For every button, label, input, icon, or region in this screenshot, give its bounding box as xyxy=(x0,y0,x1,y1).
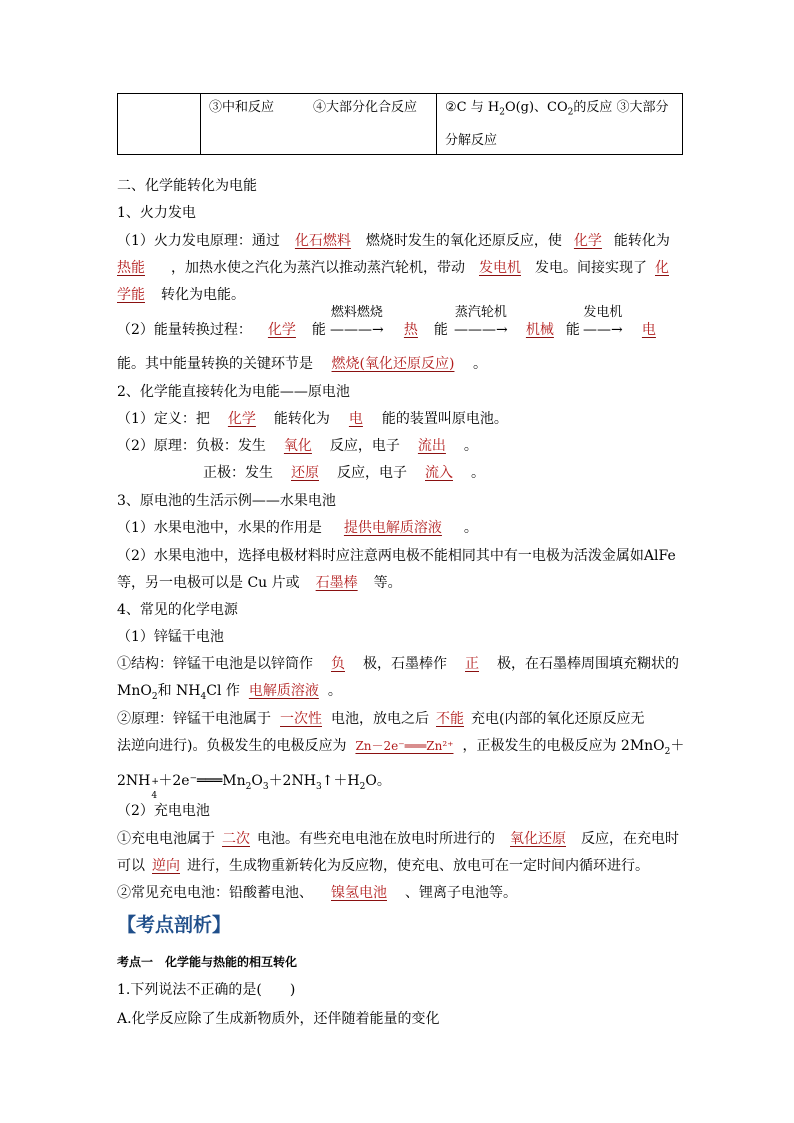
answer-blank: 化石燃料 xyxy=(294,233,351,249)
answer-blank: 化 xyxy=(655,260,669,276)
para-principle-line1: ②原理：锌锰干电池属于 一次性 电池，放电之后 不能 充电(内部的氧化还原反应无 xyxy=(117,711,645,727)
subsection-galvanic-cell: 2、化学能直接转化为电能——原电池 xyxy=(117,384,350,400)
para-rechargeable-line1: ①充电电池属于 二次 电池。有些充电电池在放电时所进行的 氧化还原 反应，在充电时 xyxy=(117,831,679,847)
para-fruit-electrodes-line1: （2）水果电池中，选择电极材料时应注意两电极不能相同其中有一电极为活泼金属如AlFe xyxy=(117,548,676,564)
table-cell-exothermic: ③中和反应 ④大部分化合反应 xyxy=(201,94,437,155)
answer-blank: 化学 xyxy=(267,322,296,338)
table-row xyxy=(118,94,683,155)
topic-one-title: 考点一 化学能与热能的相互转化 xyxy=(117,955,298,969)
para-definition: （1）定义：把 化学 能转化为 电 能的装置叫原电池。 xyxy=(117,411,508,427)
answer-blank: 镍氢电池 xyxy=(331,885,387,901)
answer-blank: 电 xyxy=(641,322,656,338)
para-principle-positive: 正极：发生 还原 反应，电子 流入 。 xyxy=(203,465,485,481)
answer-blank: 化学 xyxy=(573,233,602,249)
para-fruit-role: （1）水果电池中，水果的作用是 提供电解质溶液 。 xyxy=(117,520,478,536)
answer-blank: 流出 xyxy=(417,438,446,454)
subsection-zinc-manganese: （1）锌锰干电池 xyxy=(117,629,224,645)
answer-blank: 学能 xyxy=(117,287,145,303)
answer-blank: 提供电解质溶液 xyxy=(343,520,442,536)
para-fruit-electrodes-line2: 等，另一电极可以是 Cu 片或 石墨棒 等。 xyxy=(117,575,402,591)
answer-blank: 正 xyxy=(465,656,479,672)
arrow-combustion: 燃料燃烧 ———→ xyxy=(330,305,384,338)
para-energy-key-step: 能。其中能量转换的关键环节是 燃烧(氧化还原反应) 。 xyxy=(117,356,487,372)
para-thermal-principle-line2: 热能 ，加热水使之汽化为蒸汽以推动蒸汽轮机，带动 发电机 发电。间接实现了 化 xyxy=(117,259,677,277)
answer-blank: 氧化 xyxy=(283,438,312,454)
answer-blank: 热能 xyxy=(117,260,145,276)
answer-blank: 燃烧(氧化还原反应) xyxy=(331,356,455,372)
answer-blank: 电解质溶液 xyxy=(248,683,319,699)
subsection-rechargeable: （2）充电电池 xyxy=(117,803,210,819)
reaction-type-table xyxy=(117,93,683,155)
analysis-heading: 【考点剖析】 xyxy=(117,914,232,936)
table-cell-empty xyxy=(118,94,201,155)
subsection-fruit-battery: 3、原电池的生活示例——水果电池 xyxy=(117,493,336,509)
answer-blank: 还原 xyxy=(291,465,319,481)
para-energy-conversion: （2）能量转换过程： 化学 能 燃料燃烧 ———→ 热 能 蒸汽轮机 ———→ 机械 能 发电机 ——→ 电 xyxy=(117,321,672,339)
answer-blank: 机械 xyxy=(525,322,554,338)
answer-blank: 石墨棒 xyxy=(315,575,358,591)
para-principle-line2: 法逆向进行)。负极发生的电极反应为 Zn－2e⁻═══Zn²⁺ ，正极发生的电极反应为 2MnO$_2$＋ xyxy=(117,738,685,757)
answer-blank: 化学 xyxy=(227,411,256,427)
para-principle-line3: 2NH + 4 $+2e^-═══Mn_2O_3+2NH_3↑+H_2O$。 xyxy=(117,773,391,801)
section-title: 二、化学能转化为电能 xyxy=(117,178,257,194)
answer-blank: 负 xyxy=(331,656,345,672)
answer-blank: Zn－2e⁻═══Zn²⁺ xyxy=(355,739,454,753)
answer-blank: 不能 xyxy=(436,711,464,727)
para-principle-negative: （2）原理：负极：发生 氧化 反应，电子 流出 。 xyxy=(117,438,478,454)
answer-blank: 热 xyxy=(403,322,418,338)
question-1: 1.下列说法不正确的是( ) xyxy=(117,982,296,998)
subsection-thermal-power: 1、火力发电 xyxy=(117,205,196,221)
para-rechargeable-types: ②常见充电电池：铅酸蓄电池、 镍氢电池 、锂离子电池等。 xyxy=(117,885,517,901)
subsection-chemical-sources: 4、常见的化学电源 xyxy=(117,602,238,618)
para-thermal-principle-line3: 学能 转化为电能。 xyxy=(117,287,245,303)
para-structure-line2: MnO$_2$和 $NH_4Cl$ 作 电解质溶液 。 xyxy=(117,683,342,702)
answer-blank: 二次 xyxy=(222,831,250,847)
answer-blank: 氧化还原 xyxy=(510,831,566,847)
table-cell-endothermic: ②C 与 $H_2O(g)$、$CO_2$的反应 ③大部分 分解反应 xyxy=(437,94,683,155)
arrow-steam-turbine: 蒸汽轮机 ———→ xyxy=(454,305,508,338)
para-structure-line1: ①结构：锌锰干电池是以锌筒作 负 极，石墨棒作 正 极，在石墨棒周围填充糊状的 xyxy=(117,656,679,672)
question-1-option-a: A.化学反应除了生成新物质外，还伴随着能量的变化 xyxy=(117,1011,440,1027)
answer-blank: 一次性 xyxy=(280,711,322,727)
para-thermal-principle-line1: （1）火力发电原理：通过 化石燃料 燃烧时发生的氧化还原反应，使 化学 能转化为 xyxy=(117,233,670,249)
answer-blank: 发电机 xyxy=(479,260,521,276)
answer-blank: 电 xyxy=(348,411,363,427)
arrow-generator: 发电机 ——→ xyxy=(583,305,623,338)
answer-blank: 流入 xyxy=(425,465,453,481)
answer-blank: 逆向 xyxy=(152,858,180,874)
para-rechargeable-line2: 可以 逆向 进行，生成物重新转化为反应物，使充电、放电可在一定时间内循环进行。 xyxy=(117,858,649,874)
